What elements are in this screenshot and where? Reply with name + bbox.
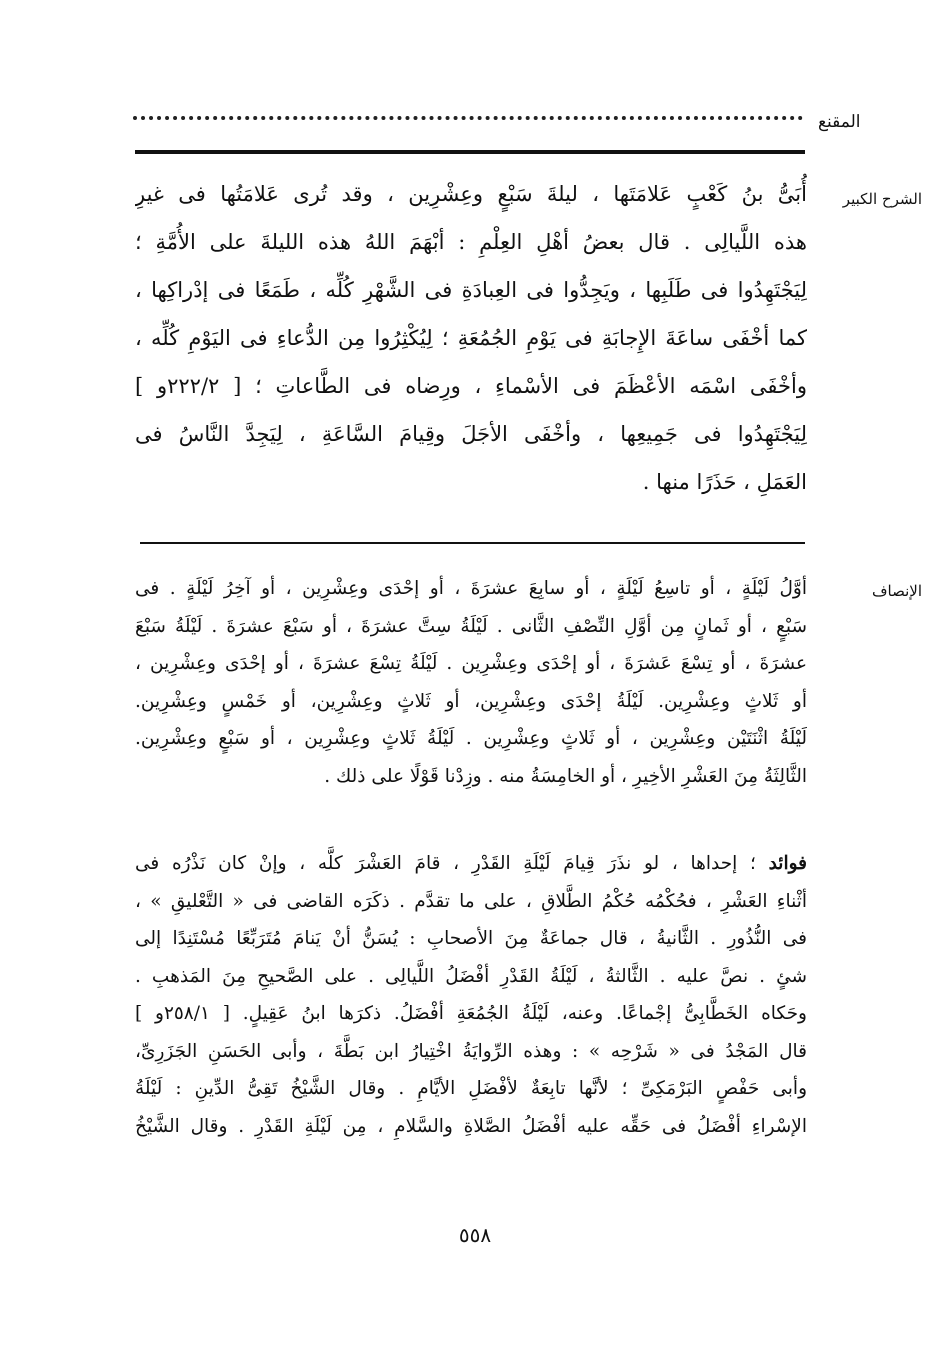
book-title: المقنع xyxy=(818,112,861,132)
insaf-line xyxy=(135,845,807,883)
insaf-line: الإسْراءِ أفْضَلُ فى حَقِّه عليه أفْضَلُ الصَّلاةِ والسَّلامِ ، مِن لَيْلَةِ القَدْرِ . وقال الشَّيْخُ xyxy=(135,1115,807,1137)
sharh-line: أُبَىُّ بنُ كَعْبٍ عَلامَتَها ، ليلةَ سَبْعٍ وعِشْرِين ، وقد تُرى عَلامَتُها فى غيرِ xyxy=(135,182,807,206)
sharh-line: وأخْفَى اسْمَه الأعْظَمَ فى الأسْماءِ ، ورِضاه فى الطَّاعاتِ ؛ [ ٢٢٢/٢و ] xyxy=(135,374,807,398)
insaf-line: شئٍ . نصَّ عليه . الثَّالثةُ ، لَيْلَةُ القَدْرِ أفْضَلُ اللَّيالِى . على الصَّحيحِ مِنَ المَذهبِ . xyxy=(135,965,807,987)
insaf-line: فى النُّذُورِ . الثَّانيةُ ، قال جماعَةٌ مِنَ الأصحابِ : يُسَنُّ أنْ يَنامَ مُتَرَبِّعًا مُسْتَنِدًا إلى xyxy=(135,928,807,949)
insaf-paragraph-1 xyxy=(135,570,807,795)
insaf-line: قال المَجْدُ فى « شَرْحِه » : وهذه الرِّوايَةُ اخْتِيارُ ابن بَطَّةَ ، وأبى الحَسَنِ الجَزَرِىِّ، xyxy=(135,1040,807,1062)
sharh-line: هذه اللَّيالِى . قال بعضُ أهْلِ العِلْمِ : أبْهَمَ اللهُ هذه الليلةَ على الأُمَّةِ ؛ xyxy=(135,230,807,254)
insaf-line: وحَكاه الخَطَّابِىُّ إجْماعًا. وعنه، لَيْلَةُ الجُمُعَةِ أفْضَلُ. ذكرَها ابنُ عَقِيلٍ. [ ٢٥٨/١و ] xyxy=(135,1003,807,1024)
sharh-line: لِيَجْتَهِدُوا فى طَلَبِها ، ويَجِدُّوا فى العِبادَةِ فى الشَّهْرِ كُلِّه ، طَمَعًا فى إدْراكِها ، xyxy=(135,278,807,302)
header-dotted-rule xyxy=(133,116,803,128)
fawaid-first-line-text: ؛ إحداها ، لو نذَرَ قِيامَ لَيْلَةِ القَدْرِ ، قامَ العَشْرَ كلَّه ، وإنْ كان نَذْرُه فى xyxy=(135,853,756,874)
sharh-line: كما أخْفَى ساعَةَ الإِجابَةِ فى يَوْمِ الجُمُعَةِ ؛ لِيُكْثِرُوا مِن الدُّعاءِ فى اليَوْمِ كُلِّه ، xyxy=(135,326,807,350)
insaf-section-label: الإنصاف xyxy=(871,582,922,600)
insaf-line: عشرَةَ ، أو تِسْعَ عَشرَةَ ، أو إحْدَى وعِشْرِين . لَيْلَةُ تِسْعَ عشرَةَ ، أو إحْدَى وعِشْرِين ، xyxy=(135,653,807,674)
header-divider xyxy=(135,150,805,154)
insaf-line: لَيْلَةُ اثْنَتَيْن وعِشْرِين ، أو ثَلاثٍ وعِشْرِين . لَيْلَةُ ثَلاثٍ وعِشْرِين ، أو سَبْعٍ وعِشْرِين. xyxy=(135,728,807,749)
insaf-line: سَبْعٍ ، أو ثَمانٍ مِن أوَّلِ النِّصْفِ الثَّانى . لَيْلَةُ سِتَّ عشرَةَ ، أو سَبْعَ عشرَةَ . لَيْلَةُ سَبْعَ xyxy=(135,615,807,637)
insaf-paragraph-2 xyxy=(135,845,807,1145)
sharh-line: العَمَلِ ، حَذَرًا منها . xyxy=(642,470,807,494)
sharh-text-block xyxy=(135,170,807,506)
section-divider xyxy=(140,542,805,544)
insaf-line: أوَّلُ لَيْلَةٍ ، أو تاسِعُ لَيْلَةٍ ، أو سابِعَ عشرَةَ ، أو إحْدَى وعِشْرِين ، أو آخِرُ لَيْلَةٍ . فى xyxy=(135,578,807,599)
insaf-line: أو ثَلاثٍ وعِشْرِين. لَيْلَةُ إحْدَى وعِشْرِين، أو ثَلاثٍ وعِشْرِين، أو خَمْسٍ وعِشْرِين. xyxy=(135,690,807,712)
insaf-line: وأبى حَفْصٍ البَرْمَكِىِّ ؛ لأنَّها تابِعَةٌ لأفْضَلِ الأيَّامِ . وقال الشَّيْخُ تَقِىُّ الدِّينِ : لَيْلَةُ xyxy=(135,1078,807,1099)
insaf-line: الثَّالِثَةُ مِنَ العَشْرِ الأخِيرِ ، أو الخامِسَةُ منه . وزِدْنا قَوْلًا على ذلك . xyxy=(324,765,807,787)
fawaid-label: فوائد xyxy=(768,853,807,874)
page-number: ٥٥٨ xyxy=(458,1223,492,1247)
sharh-line: لِيَجْتَهِدُوا فى جَمِيعِها ، وأخْفَى الأجَلَ وقِيامَ السَّاعَةِ ، لِيَجِدَّ النَّاسُ فى xyxy=(135,422,807,446)
insaf-line: أثْناءِ العَشْرِ ، فحُكْمُه حُكْمُ الطَّلاقِ ، على ما تقدَّم . ذكَرَه القاضى فى « التَّعْليقِ » ، xyxy=(135,890,807,912)
sharh-section-label: الشرح الكبير xyxy=(842,190,922,208)
